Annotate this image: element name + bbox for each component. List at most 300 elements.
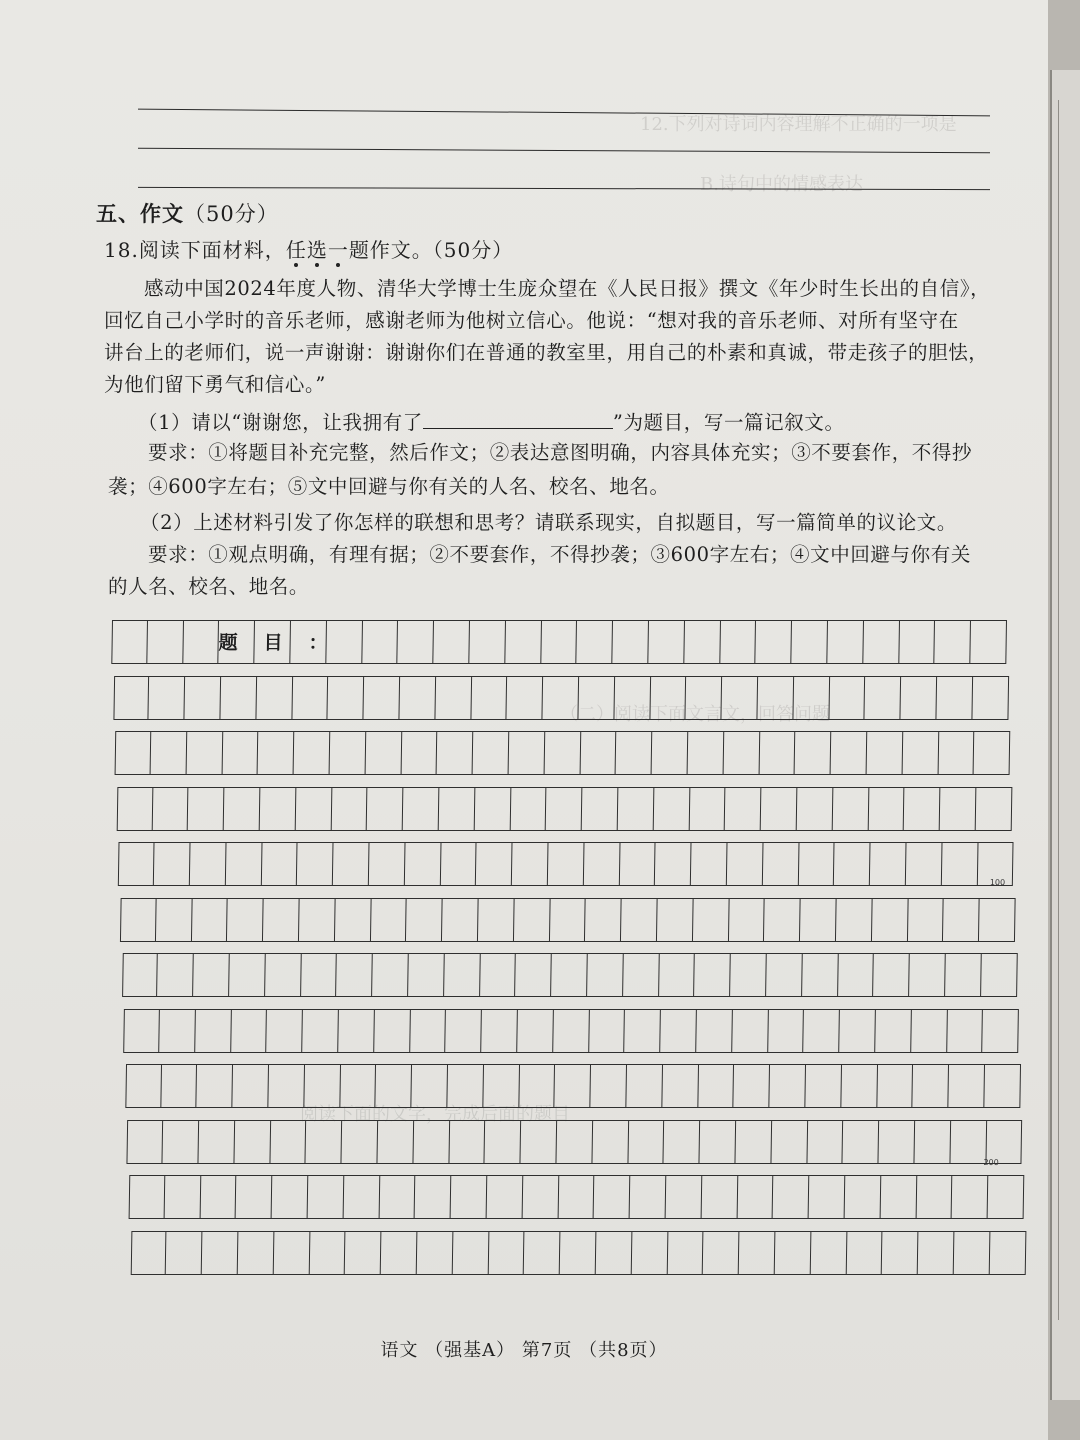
grid-cell[interactable] [832, 788, 868, 830]
grid-cell[interactable] [612, 621, 648, 663]
grid-cell[interactable] [948, 1065, 984, 1107]
grid-cell[interactable] [723, 732, 759, 774]
grid-cell[interactable] [660, 1010, 696, 1052]
grid-cell[interactable] [164, 1176, 200, 1218]
grid-cell[interactable] [379, 1176, 415, 1218]
grid-cell[interactable] [111, 621, 147, 663]
grid-cell[interactable] [863, 621, 899, 663]
grid-cell[interactable] [729, 899, 765, 941]
grid-cell[interactable] [829, 677, 865, 719]
grid-cell[interactable] [544, 732, 580, 774]
grid-cell[interactable] [514, 899, 550, 941]
grid-cell[interactable] [238, 1232, 274, 1274]
grid-cell[interactable] [233, 1065, 269, 1107]
grid-cell[interactable] [867, 732, 903, 774]
grid-cell[interactable] [447, 1065, 483, 1107]
grid-cell[interactable] [405, 843, 441, 885]
grid-cell[interactable] [795, 732, 831, 774]
grid-cell[interactable] [200, 1176, 236, 1218]
grid-cell[interactable] [369, 843, 405, 885]
grid-cell[interactable] [689, 788, 725, 830]
grid-cell[interactable] [306, 1121, 342, 1163]
grid-cell[interactable] [696, 1010, 732, 1052]
grid-cell[interactable] [195, 1010, 231, 1052]
grid-cell[interactable] [841, 1065, 877, 1107]
grid-cell[interactable] [449, 1121, 485, 1163]
grid-cell[interactable] [594, 1176, 630, 1218]
grid-cell[interactable] [267, 1010, 303, 1052]
grid-cell[interactable] [578, 677, 614, 719]
grid-cell[interactable] [553, 1010, 589, 1052]
grid-cell[interactable] [512, 843, 548, 885]
grid-cell[interactable] [984, 1065, 1020, 1107]
grid-cell[interactable] [618, 788, 654, 830]
grid-cell[interactable] [122, 954, 158, 996]
grid-cell[interactable] [442, 899, 478, 941]
grid-cell[interactable] [149, 677, 185, 719]
grid-cell[interactable] [471, 677, 507, 719]
grid-cell[interactable] [943, 899, 979, 941]
grid-cell[interactable] [805, 1065, 841, 1107]
grid-cell[interactable] [730, 954, 766, 996]
grid-cell[interactable] [628, 1121, 664, 1163]
grid-cell[interactable] [152, 788, 188, 830]
grid-cell[interactable] [505, 621, 541, 663]
grid-cell[interactable] [839, 1010, 875, 1052]
grid-cell[interactable] [759, 732, 795, 774]
grid-cell[interactable] [222, 732, 258, 774]
grid-cell[interactable] [439, 788, 475, 830]
grid-cell[interactable] [113, 677, 149, 719]
grid-cell[interactable] [274, 1232, 310, 1274]
grid-cell[interactable] [587, 954, 623, 996]
grid-cell[interactable] [655, 843, 691, 885]
grid-cell[interactable] [333, 843, 369, 885]
grid-cell[interactable] [664, 1121, 700, 1163]
grid-cell[interactable] [585, 899, 621, 941]
grid-cell[interactable] [509, 732, 545, 774]
grid-cell[interactable] [342, 1121, 378, 1163]
grid-cell[interactable] [220, 677, 256, 719]
grid-cell[interactable] [802, 954, 838, 996]
grid-cell[interactable] [684, 621, 720, 663]
grid-cell[interactable] [256, 677, 292, 719]
grid-cell[interactable] [989, 1232, 1025, 1274]
grid-cell[interactable] [406, 899, 442, 941]
grid-cell[interactable] [734, 1065, 770, 1107]
grid-cell[interactable] [115, 732, 151, 774]
grid-cell[interactable] [662, 1065, 698, 1107]
grid-cell[interactable] [507, 677, 543, 719]
grid-cell[interactable] [365, 732, 401, 774]
grid-cell[interactable] [236, 1176, 272, 1218]
grid-cell[interactable] [551, 954, 587, 996]
grid-cell[interactable] [911, 1010, 947, 1052]
grid-cell[interactable] [940, 788, 976, 830]
grid-cell[interactable] [451, 1176, 487, 1218]
grid-cell[interactable] [510, 788, 546, 830]
grid-cell[interactable] [524, 1232, 560, 1274]
grid-cell[interactable] [125, 1065, 161, 1107]
grid-cell[interactable] [473, 732, 509, 774]
grid-cell[interactable] [979, 899, 1015, 941]
grid-cell[interactable] [650, 677, 686, 719]
grid-cell[interactable] [301, 954, 337, 996]
grid-cell[interactable] [798, 843, 834, 885]
grid-cell[interactable] [550, 899, 586, 941]
grid-cell[interactable] [331, 788, 367, 830]
grid-cell[interactable] [983, 1010, 1019, 1052]
grid-cell[interactable] [469, 621, 505, 663]
grid-cell[interactable] [185, 677, 221, 719]
grid-cell[interactable] [701, 1176, 737, 1218]
grid-cell[interactable] [478, 899, 514, 941]
grid-cell[interactable] [435, 677, 471, 719]
grid-cell[interactable] [151, 732, 187, 774]
grid-cell[interactable] [698, 1065, 734, 1107]
grid-cell[interactable] [488, 1232, 524, 1274]
grid-cell[interactable] [192, 899, 228, 941]
grid-cell[interactable] [522, 1176, 558, 1218]
grid-cell[interactable] [345, 1232, 381, 1274]
grid-cell[interactable] [343, 1176, 379, 1218]
grid-cell[interactable] [117, 788, 153, 830]
grid-cell[interactable] [616, 732, 652, 774]
grid-cell[interactable] [935, 621, 971, 663]
grid-cell[interactable] [986, 1121, 1022, 1163]
grid-cell[interactable] [326, 621, 362, 663]
grid-cell[interactable] [292, 677, 328, 719]
grid-cell[interactable] [938, 732, 974, 774]
grid-cell[interactable] [519, 1065, 555, 1107]
grid-cell[interactable] [732, 1010, 768, 1052]
grid-cell[interactable] [720, 621, 756, 663]
grid-cell[interactable] [362, 621, 398, 663]
grid-cell[interactable] [371, 899, 407, 941]
grid-cell[interactable] [183, 621, 219, 663]
grid-cell[interactable] [399, 677, 435, 719]
grid-cell[interactable] [952, 1176, 988, 1218]
grid-cell[interactable] [909, 954, 945, 996]
grid-cell[interactable] [202, 1232, 238, 1274]
grid-cell[interactable] [591, 1065, 627, 1107]
grid-cell[interactable] [807, 1121, 843, 1163]
grid-cell[interactable] [845, 1176, 881, 1218]
grid-cell[interactable] [372, 954, 408, 996]
grid-cell[interactable] [614, 677, 650, 719]
grid-cell[interactable] [838, 954, 874, 996]
grid-cell[interactable] [657, 899, 693, 941]
grid-cell[interactable] [367, 788, 403, 830]
grid-cell[interactable] [882, 1232, 918, 1274]
grid-cell[interactable] [268, 1065, 304, 1107]
grid-cell[interactable] [515, 954, 551, 996]
grid-cell[interactable] [653, 788, 689, 830]
grid-cell[interactable] [555, 1065, 591, 1107]
grid-cell[interactable] [771, 1121, 807, 1163]
grid-cell[interactable] [163, 1121, 199, 1163]
grid-cell[interactable] [974, 732, 1010, 774]
grid-cell[interactable] [452, 1232, 488, 1274]
grid-cell[interactable] [263, 899, 299, 941]
grid-cell[interactable] [129, 1176, 165, 1218]
grid-cell[interactable] [659, 954, 695, 996]
grid-cell[interactable] [700, 1121, 736, 1163]
grid-cell[interactable] [548, 843, 584, 885]
grid-cell[interactable] [584, 843, 620, 885]
grid-cell[interactable] [800, 899, 836, 941]
writing-grid[interactable] [101, 620, 1007, 1320]
grid-cell[interactable] [667, 1232, 703, 1274]
grid-cell[interactable] [757, 677, 793, 719]
grid-cell[interactable] [188, 788, 224, 830]
grid-cell[interactable] [560, 1232, 596, 1274]
grid-cell[interactable] [521, 1121, 557, 1163]
grid-cell[interactable] [261, 843, 297, 885]
grid-cell[interactable] [123, 1010, 159, 1052]
grid-cell[interactable] [913, 1065, 949, 1107]
grid-cell[interactable] [631, 1232, 667, 1274]
grid-cell[interactable] [398, 621, 434, 663]
grid-cell[interactable] [916, 1176, 952, 1218]
grid-cell[interactable] [198, 1121, 234, 1163]
grid-cell[interactable] [558, 1176, 594, 1218]
grid-cell[interactable] [157, 954, 193, 996]
grid-cell[interactable] [302, 1010, 338, 1052]
grid-cell[interactable] [693, 899, 729, 941]
grid-cell[interactable] [727, 843, 763, 885]
grid-cell[interactable] [981, 954, 1017, 996]
grid-cell[interactable] [159, 1010, 195, 1052]
grid-cell[interactable] [756, 621, 792, 663]
grid-cell[interactable] [804, 1010, 840, 1052]
grid-cell[interactable] [309, 1232, 345, 1274]
grid-cell[interactable] [904, 788, 940, 830]
grid-cell[interactable] [773, 1176, 809, 1218]
grid-cell[interactable] [914, 1121, 950, 1163]
grid-cell[interactable] [265, 954, 301, 996]
grid-cell[interactable] [161, 1065, 197, 1107]
grid-cell[interactable] [954, 1232, 990, 1274]
grid-cell[interactable] [229, 954, 265, 996]
grid-cell[interactable] [577, 621, 613, 663]
grid-cell[interactable] [364, 677, 400, 719]
grid-cell[interactable] [543, 677, 579, 719]
grid-cell[interactable] [688, 732, 724, 774]
grid-cell[interactable] [691, 843, 727, 885]
grid-cell[interactable] [865, 677, 901, 719]
grid-cell[interactable] [340, 1065, 376, 1107]
grid-cell[interactable] [338, 1010, 374, 1052]
grid-cell[interactable] [546, 788, 582, 830]
grid-cell[interactable] [193, 954, 229, 996]
grid-cell[interactable] [446, 1010, 482, 1052]
grid-cell[interactable] [401, 732, 437, 774]
grid-cell[interactable] [766, 954, 802, 996]
grid-cell[interactable] [290, 621, 326, 663]
grid-cell[interactable] [722, 677, 758, 719]
grid-cell[interactable] [403, 788, 439, 830]
grid-cell[interactable] [412, 1065, 448, 1107]
grid-cell[interactable] [652, 732, 688, 774]
grid-cell[interactable] [775, 1232, 811, 1274]
grid-cell[interactable] [621, 899, 657, 941]
grid-cell[interactable] [541, 621, 577, 663]
grid-cell[interactable] [231, 1010, 267, 1052]
grid-cell[interactable] [483, 1065, 519, 1107]
grid-cell[interactable] [899, 621, 935, 663]
grid-cell[interactable] [793, 677, 829, 719]
grid-cell[interactable] [556, 1121, 592, 1163]
grid-cell[interactable] [988, 1176, 1024, 1218]
grid-cell[interactable] [294, 732, 330, 774]
grid-cell[interactable] [735, 1121, 771, 1163]
grid-cell[interactable] [197, 1065, 233, 1107]
grid-cell[interactable] [836, 899, 872, 941]
grid-cell[interactable] [763, 843, 799, 885]
grid-cell[interactable] [907, 899, 943, 941]
grid-cell[interactable] [377, 1121, 413, 1163]
grid-cell[interactable] [875, 1010, 911, 1052]
grid-cell[interactable] [118, 843, 154, 885]
grid-cell[interactable] [827, 621, 863, 663]
grid-cell[interactable] [630, 1176, 666, 1218]
grid-cell[interactable] [190, 843, 226, 885]
grid-cell[interactable] [739, 1232, 775, 1274]
grid-cell[interactable] [433, 621, 469, 663]
grid-cell[interactable] [336, 954, 372, 996]
grid-cell[interactable] [877, 1065, 913, 1107]
grid-cell[interactable] [580, 732, 616, 774]
grid-cell[interactable] [166, 1232, 202, 1274]
grid-cell[interactable] [417, 1232, 453, 1274]
grid-cell[interactable] [517, 1010, 553, 1052]
grid-cell[interactable] [120, 899, 156, 941]
grid-cell[interactable] [147, 621, 183, 663]
grid-cell[interactable] [626, 1065, 662, 1107]
grid-cell[interactable] [381, 1232, 417, 1274]
grid-cell[interactable] [299, 899, 335, 941]
grid-cell[interactable] [270, 1121, 306, 1163]
grid-cell[interactable] [972, 677, 1008, 719]
grid-cell[interactable] [437, 732, 473, 774]
grid-cell[interactable] [879, 1121, 915, 1163]
grid-cell[interactable] [936, 677, 972, 719]
grid-cell[interactable] [234, 1121, 270, 1163]
grid-cell[interactable] [130, 1232, 166, 1274]
grid-cell[interactable] [330, 732, 366, 774]
grid-cell[interactable] [480, 954, 516, 996]
grid-cell[interactable] [481, 1010, 517, 1052]
grid-cell[interactable] [873, 954, 909, 996]
grid-cell[interactable] [918, 1232, 954, 1274]
grid-cell[interactable] [219, 621, 255, 663]
grid-cell[interactable] [258, 732, 294, 774]
grid-cell[interactable] [413, 1121, 449, 1163]
grid-cell[interactable] [227, 899, 263, 941]
grid-cell[interactable] [589, 1010, 625, 1052]
grid-cell[interactable] [476, 843, 512, 885]
grid-cell[interactable] [308, 1176, 344, 1218]
grid-cell[interactable] [224, 788, 260, 830]
grid-cell[interactable] [947, 1010, 983, 1052]
grid-cell[interactable] [623, 954, 659, 996]
grid-cell[interactable] [226, 843, 262, 885]
grid-cell[interactable] [328, 677, 364, 719]
grid-cell[interactable] [376, 1065, 412, 1107]
grid-cell[interactable] [880, 1176, 916, 1218]
grid-cell[interactable] [335, 899, 371, 941]
grid-cell[interactable] [440, 843, 476, 885]
grid-cell[interactable] [906, 843, 942, 885]
grid-cell[interactable] [295, 788, 331, 830]
grid-cell[interactable] [901, 677, 937, 719]
grid-cell[interactable] [769, 1065, 805, 1107]
grid-cell[interactable] [485, 1121, 521, 1163]
grid-cell[interactable] [970, 621, 1006, 663]
grid-cell[interactable] [761, 788, 797, 830]
grid-cell[interactable] [648, 621, 684, 663]
grid-cell[interactable] [703, 1232, 739, 1274]
grid-cell[interactable] [127, 1121, 163, 1163]
grid-cell[interactable] [408, 954, 444, 996]
grid-cell[interactable] [945, 954, 981, 996]
grid-cell[interactable] [810, 1232, 846, 1274]
grid-cell[interactable] [764, 899, 800, 941]
grid-cell[interactable] [725, 788, 761, 830]
grid-cell[interactable] [791, 621, 827, 663]
grid-cell[interactable] [976, 788, 1012, 830]
grid-cell[interactable] [797, 788, 833, 830]
grid-cell[interactable] [374, 1010, 410, 1052]
grid-cell[interactable] [950, 1121, 986, 1163]
grid-cell[interactable] [868, 788, 904, 830]
grid-cell[interactable] [474, 788, 510, 830]
grid-cell[interactable] [831, 732, 867, 774]
grid-cell[interactable] [487, 1176, 523, 1218]
grid-cell[interactable] [304, 1065, 340, 1107]
grid-cell[interactable] [415, 1176, 451, 1218]
grid-cell[interactable] [846, 1232, 882, 1274]
grid-cell[interactable] [272, 1176, 308, 1218]
grid-cell[interactable] [942, 843, 978, 885]
grid-cell[interactable] [260, 788, 296, 830]
grid-cell[interactable] [156, 899, 192, 941]
grid-cell[interactable] [809, 1176, 845, 1218]
grid-cell[interactable] [768, 1010, 804, 1052]
grid-cell[interactable] [694, 954, 730, 996]
grid-cell[interactable] [444, 954, 480, 996]
grid-cell[interactable] [410, 1010, 446, 1052]
grid-cell[interactable] [297, 843, 333, 885]
grid-cell[interactable] [255, 621, 291, 663]
grid-cell[interactable] [596, 1232, 632, 1274]
grid-cell[interactable] [625, 1010, 661, 1052]
grid-cell[interactable] [619, 843, 655, 885]
grid-cell[interactable] [737, 1176, 773, 1218]
grid-cell[interactable] [666, 1176, 702, 1218]
grid-cell[interactable] [154, 843, 190, 885]
grid-cell[interactable] [592, 1121, 628, 1163]
grid-cell[interactable] [186, 732, 222, 774]
grid-cell[interactable] [686, 677, 722, 719]
grid-cell[interactable] [843, 1121, 879, 1163]
grid-cell[interactable] [902, 732, 938, 774]
grid-cell[interactable] [582, 788, 618, 830]
answer-line[interactable] [138, 148, 990, 153]
grid-cell[interactable] [834, 843, 870, 885]
grid-cell[interactable] [872, 899, 908, 941]
